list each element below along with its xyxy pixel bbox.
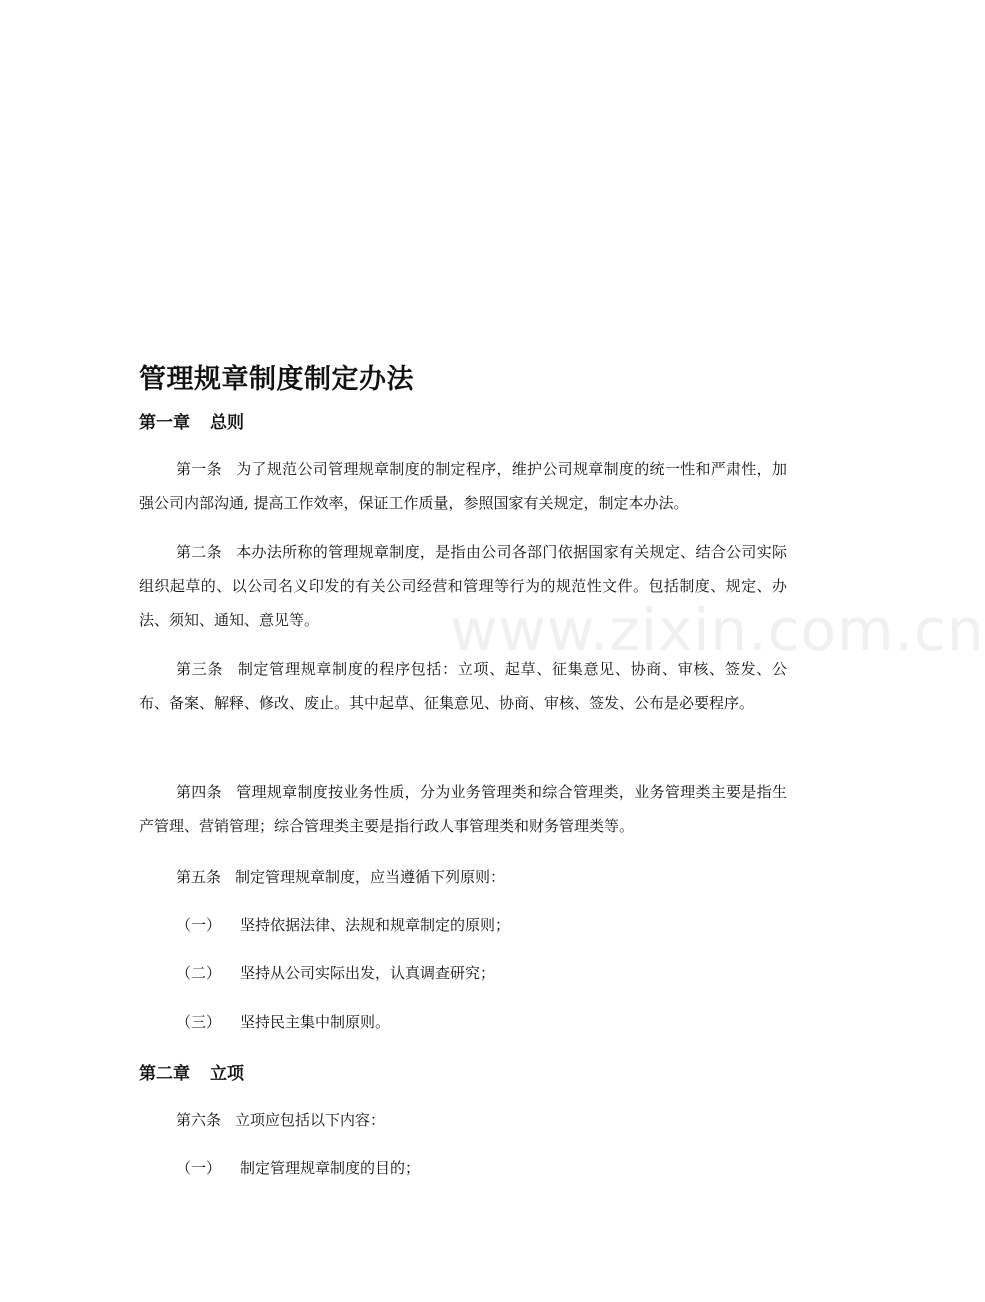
article-text: 为了规范公司管理规章制度的制定程序，维护公司规章制度的统一性和严肃性，加强公司内部沟通, 提高工作效率，保证工作质量，参照国家有关规定，制定本办法。 — [139, 460, 787, 512]
item-number: （三） — [176, 1013, 222, 1031]
article-text: 立项应包括以下内容： — [235, 1111, 386, 1129]
article-number: 第三条 — [176, 660, 224, 678]
article-number: 第四条 — [176, 783, 222, 801]
article-2 — [139, 535, 787, 637]
project-item — [176, 1151, 420, 1185]
article-text: 制定管理规章制度，应当遵循下列原则： — [235, 868, 506, 886]
chapter-name: 总则 — [210, 413, 244, 433]
chapter-number: 第一章 — [139, 413, 190, 433]
chapter-number: 第二章 — [139, 1064, 190, 1084]
article-text: 制定管理规章制度的程序包括：立项、起草、征集意见、协商、审核、签发、公布、备案、解释、修改、废止。其中起草、征集意见、协商、审核、签发、公布是必要程序。 — [139, 660, 787, 712]
article-text: 本办法所称的管理规章制度，是指由公司各部门依据国家有关规定、结合公司实际组织起草的、以公司名义印发的有关公司经营和管理等行为的规范性文件。包括制度、规定、办法、须知、通知、意见等。 — [139, 543, 787, 629]
article-6 — [139, 1103, 787, 1137]
item-text: 坚持从公司实际出发，认真调查研究； — [240, 964, 496, 982]
article-number: 第二条 — [176, 543, 222, 561]
item-text: 坚持民主集中制原则。 — [240, 1013, 391, 1031]
article-text: 管理规章制度按业务性质，分为业务管理类和综合管理类，业务管理类主要是指生产管理、营销管理；综合管理类主要是指行政人事管理类和财务管理类等。 — [139, 783, 787, 835]
principle-item — [176, 908, 510, 942]
article-number: 第六条 — [176, 1111, 222, 1129]
article-number: 第一条 — [176, 460, 222, 478]
item-text: 坚持依据法律、法规和规章制定的原则； — [240, 916, 511, 934]
chapter-heading-1 — [139, 408, 244, 433]
document-title: 管理规章制度制定办法 — [139, 364, 414, 395]
article-number: 第五条 — [176, 868, 222, 886]
article-4 — [139, 775, 787, 843]
item-number: （二） — [176, 964, 222, 982]
article-1 — [139, 452, 787, 520]
watermark: www.zixin.com.cn — [450, 596, 985, 664]
principle-item — [176, 956, 495, 990]
chapter-heading-2 — [139, 1059, 244, 1084]
item-number: （一） — [176, 916, 222, 934]
article-5 — [139, 860, 787, 894]
item-text: 制定管理规章制度的目的； — [240, 1159, 421, 1177]
item-number: （一） — [176, 1159, 222, 1177]
principle-item — [176, 1005, 390, 1039]
article-3 — [139, 652, 787, 720]
chapter-name: 立项 — [210, 1064, 244, 1084]
